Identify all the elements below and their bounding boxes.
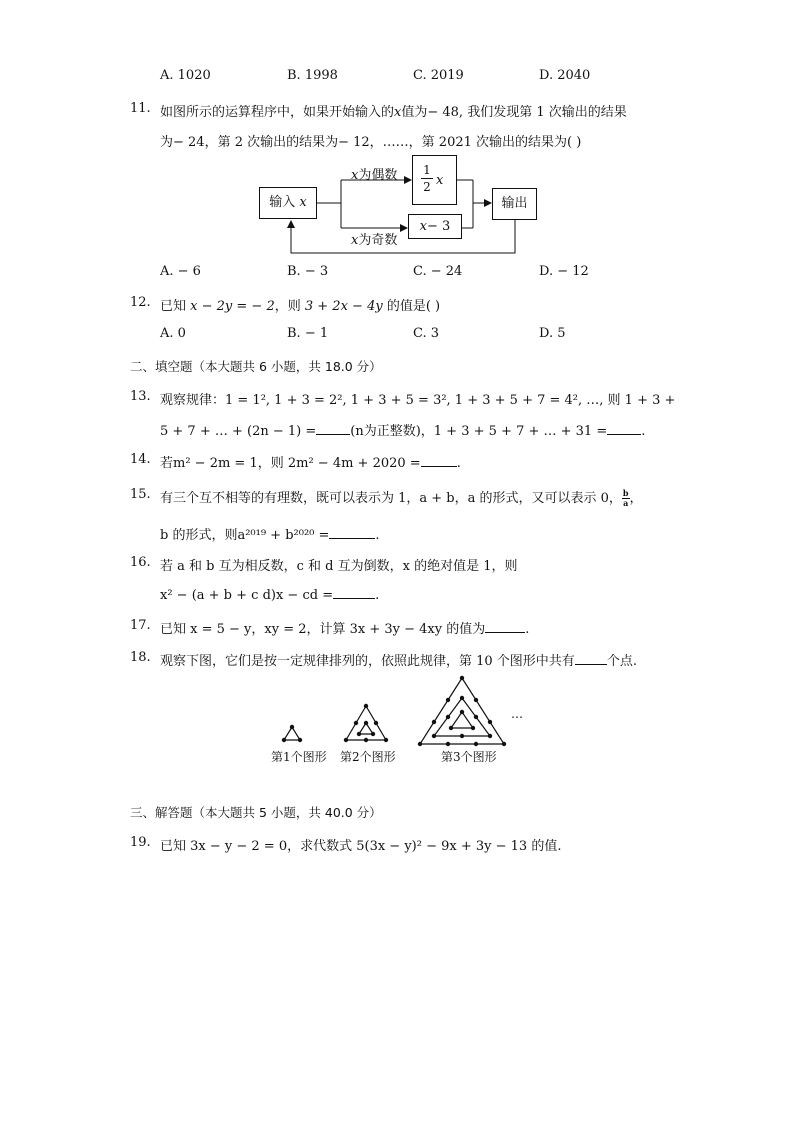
flow-odd-label: x为奇数 (351, 233, 398, 248)
dot (374, 721, 378, 725)
dot (364, 738, 368, 742)
dot (354, 721, 358, 725)
q13-blank-2[interactable] (607, 422, 641, 435)
dot (282, 738, 286, 742)
q13-blank-1[interactable] (316, 422, 350, 435)
q10-option-c: C. 2019 (413, 68, 464, 83)
dot (432, 734, 436, 738)
q14-number: 14. (130, 452, 151, 467)
q10-option-a: A. 1020 (160, 68, 211, 83)
q12-stem: 已知 x − 2y = − 2，则 3 + 2x − 4y 的值是( ) (160, 299, 441, 314)
figure-3-inner-triangle (451, 712, 473, 728)
dot (460, 696, 464, 700)
q10-option-d: D. 2040 (539, 68, 591, 83)
triangle-figures (265, 672, 525, 752)
q12-number: 12. (130, 295, 151, 310)
section-3-title: 三、解答题（本大题共 5 小题，共 40.0 分） (130, 805, 382, 820)
figure-3-mid-triangle (434, 698, 490, 736)
dot (418, 742, 422, 746)
q15-blank[interactable] (329, 526, 375, 539)
dot (460, 676, 464, 680)
dot (474, 698, 478, 702)
q11-option-b: B. − 3 (287, 264, 329, 279)
dot (371, 732, 375, 736)
dot (502, 742, 506, 746)
dot (298, 738, 302, 742)
q15-line2: b 的形式，则a²⁰¹⁹ + b²⁰²⁰ = . (160, 528, 380, 543)
q11-option-a: A. − 6 (160, 264, 201, 279)
q12-option-d: D. 5 (539, 326, 566, 341)
dot (446, 742, 450, 746)
dot (474, 742, 478, 746)
q12-option-c: C. 3 (413, 326, 440, 341)
figure-3-label: 第3个图形 (441, 750, 497, 764)
q13-number: 13. (130, 389, 151, 404)
flow-input-box: 输入 x (259, 187, 317, 219)
q13-line2: 5 + 7 + … + (2n − 1) = (n为正整数)，1 + 3 + 5 + 7 + … + 31 = . (160, 424, 646, 439)
dot (488, 720, 492, 724)
dot (446, 698, 450, 702)
flow-minus3-box: x− 3 (408, 214, 462, 239)
dot (384, 738, 388, 742)
dot (488, 734, 492, 738)
q11-line1: 如图所示的运算程序中，如果开始输入的x值为− 48, 我们发现第 1 次输出的结果 (160, 105, 627, 120)
dot (471, 726, 475, 730)
q17-blank[interactable] (485, 620, 525, 633)
q11-number: 11. (130, 101, 151, 116)
section-2-title: 二、填空题（本大题共 6 小题，共 18.0 分） (130, 359, 382, 374)
q11-option-c: C. − 24 (413, 264, 463, 279)
q11-line2: 为− 24，第 2 次输出的结果为− 12，……，第 2021 次输出的结果为( ) (160, 135, 582, 150)
q16-line2: x² − (a + b + c d)x − cd = . (160, 588, 380, 603)
dot (474, 715, 478, 719)
flow-half-box: 1 2 x (412, 155, 457, 205)
q12-option-b: B. − 1 (287, 326, 329, 341)
dot (460, 734, 464, 738)
figure-2-label: 第2个图形 (340, 750, 396, 764)
q14-blank[interactable] (421, 454, 457, 467)
q19-number: 19. (130, 835, 151, 850)
dot (449, 726, 453, 730)
q13-line1: 观察规律：1 = 1², 1 + 3 = 2², 1 + 3 + 5 = 3², 1 + 3 + 5 + 7 = 4², …, 则 1 + 3 + (160, 393, 676, 408)
q17-number: 17. (130, 618, 151, 633)
q19-stem: 已知 3x − y − 2 = 0，求代数式 5(3x − y)² − 9x + 3y − 13 的值. (160, 839, 562, 854)
q14-stem: 若m² − 2m = 1，则 2m² − 4m + 2020 = . (160, 456, 461, 471)
q16-line1: 若 a 和 b 互为相反数，c 和 d 互为倒数，x 的绝对值是 1，则 (160, 559, 518, 574)
q10-option-b: B. 1998 (287, 68, 338, 83)
q18-blank[interactable] (575, 652, 607, 665)
dot (357, 732, 361, 736)
q16-number: 16. (130, 555, 151, 570)
q12-option-a: A. 0 (160, 326, 186, 341)
q15-line1: 有三个互不相等的有理数，既可以表示为 1，a + b，a 的形式，又可以表示 0， $\frac{b}{a}$ ， (160, 488, 643, 508)
dot (460, 710, 464, 714)
dot (432, 720, 436, 724)
dot (364, 721, 368, 725)
dot (446, 715, 450, 719)
flow-even-label: x为偶数 (351, 168, 398, 183)
flowchart (255, 155, 545, 260)
dot (364, 704, 368, 708)
q15-number: 15. (130, 487, 151, 502)
q17-stem: 已知 x = 5 − y，xy = 2，计算 3x + 3y − 4xy 的值为 . (160, 622, 530, 637)
q16-blank[interactable] (333, 586, 375, 599)
q18-number: 18. (130, 650, 151, 665)
dot (290, 725, 294, 729)
q15-fraction: $\frac{b}{a}$ (622, 488, 629, 508)
q18-stem: 观察下图，它们是按一定规律排列的，依照此规律，第 10 个图形中共有 个点. (160, 654, 637, 669)
figure-1-label: 第1个图形 (271, 750, 327, 764)
figure-ellipsis: … (511, 707, 523, 721)
dot (344, 738, 348, 742)
q11-option-d: D. − 12 (539, 264, 589, 279)
flow-output-box: 输出 (492, 188, 537, 220)
